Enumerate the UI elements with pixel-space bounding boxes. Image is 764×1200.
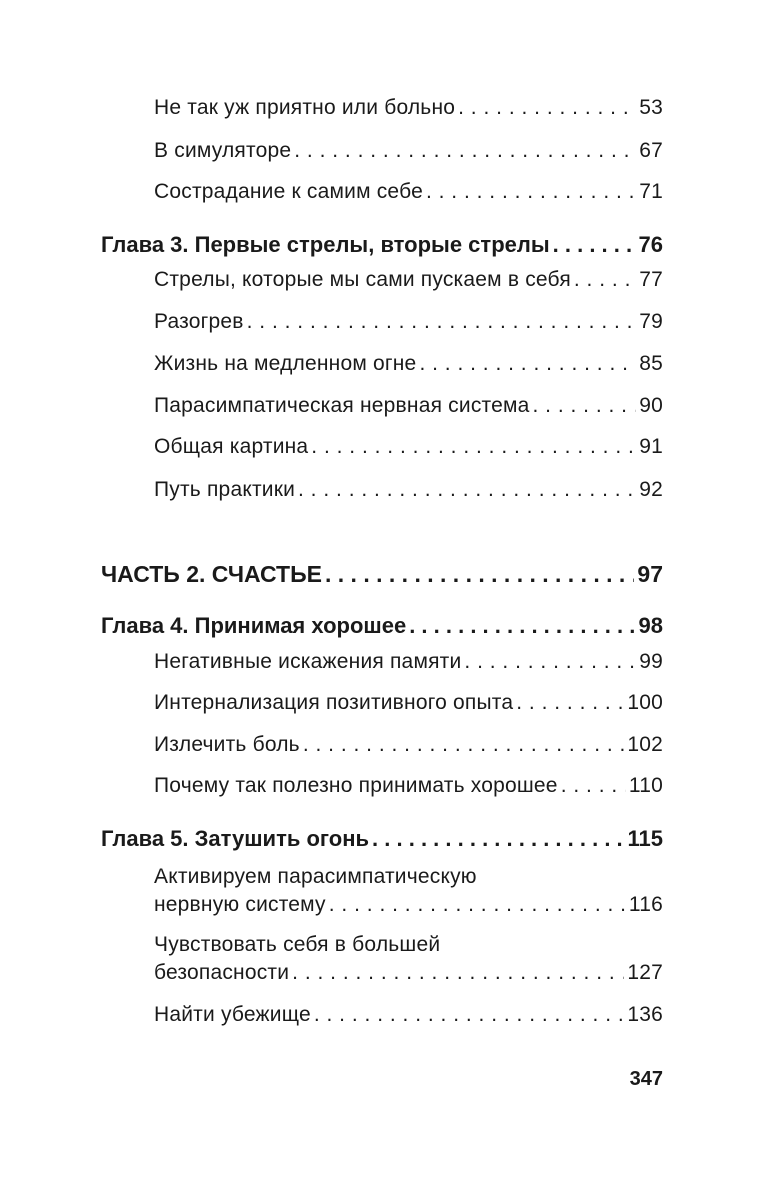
toc-entry-page: 102 [627,733,663,756]
toc-leader-dots [372,826,624,852]
toc-entry-page: 116 [628,893,663,916]
toc-entry [154,691,663,715]
toc-leader-dots [533,394,637,418]
toc-entry [154,733,663,757]
toc-entry-page: 91 [639,435,663,458]
toc-leader-dots [419,352,636,376]
toc-leader-dots [303,733,625,757]
toc-entry-title: В симуляторе [154,139,292,162]
toc-entry [154,268,663,292]
toc-entry [154,310,663,334]
toc-entry-title: Парасимпатическая нервная система [154,394,530,417]
toc-entry [154,1003,663,1027]
toc-entry-page: 100 [627,691,663,714]
toc-entry-title: Сострадание к самим себе [154,180,423,203]
toc-entry-title: Найти убежище [154,1003,311,1026]
toc-chapter-entry [101,613,663,639]
toc-leader-dots [574,268,636,292]
toc-entry-title-line2: безопасности [154,961,290,984]
toc-entry [154,139,663,163]
toc-entry [154,180,663,204]
toc-leader-dots [409,613,635,639]
toc-leader-dots [561,774,626,798]
toc-entry-title: Негативные искажения памяти [154,650,462,673]
toc-leader-dots [426,180,636,204]
toc-entry-title-line1: Активируем парасимпатическую [154,865,477,888]
page-number: 347 [629,1068,663,1090]
toc-entry [154,435,663,459]
toc-leader-dots [553,232,636,258]
toc-leader-dots [464,650,636,674]
toc-entry-page: 136 [627,1003,663,1026]
toc-entry-title: Почему так полезно принимать хорошее [154,774,558,797]
toc-entry [154,352,663,376]
toc-entry-title: Разогрев [154,310,244,333]
toc-leader-dots [247,310,637,334]
toc-entry [154,961,663,985]
toc-entry-page: 79 [639,310,663,333]
toc-entry-title: Путь практики [154,478,296,501]
toc-entry [154,478,663,502]
toc-entry-page: 77 [639,268,663,291]
toc-part-title: ЧАСТЬ 2. СЧАСТЬЕ [101,561,322,587]
toc-entry-page: 67 [639,139,663,162]
toc-entry-title: Не так уж приятно или больно [154,96,456,119]
toc-entry-page: 99 [639,650,663,673]
toc-entry-title: Стрелы, которые мы сами пускаем в себя [154,268,571,291]
toc-leader-dots [311,435,636,459]
toc-leader-dots [314,1003,625,1027]
toc-entry [154,650,663,674]
toc-entry-page: 127 [627,961,663,984]
toc-entry [154,394,663,418]
toc-entry-page: 71 [639,180,663,203]
toc-entry [154,96,663,120]
toc-chapter-title: Глава 3. Первые стрелы, вторые стрелы [101,232,550,257]
toc-chapter-entry [101,826,663,852]
toc-chapter-page: 98 [638,613,663,638]
toc-leader-dots [325,561,634,588]
toc-entry-page: 90 [639,394,663,417]
toc-entry-title-line1: Чувствовать себя в большей [154,933,441,956]
toc-leader-dots [458,96,636,120]
toc-entry-title: Жизнь на медленном огне [154,352,417,375]
toc-entry-title: Общая картина [154,435,309,458]
toc-leader-dots [292,961,624,985]
toc-entry-page: 53 [639,96,663,119]
toc-leader-dots [516,691,624,715]
toc-entry-page: 85 [639,352,663,375]
toc-chapter-title: Глава 5. Затушить огонь [101,826,370,851]
toc-part-page: 97 [637,561,663,587]
toc-leader-dots [294,139,636,163]
toc-entry [154,893,663,917]
toc-leader-dots [329,893,626,917]
toc-entry-page: 92 [639,478,663,501]
toc-leader-dots [298,478,636,502]
toc-entry-page: 110 [628,774,663,797]
toc-chapter-title: Глава 4. Принимая хорошее [101,613,407,638]
toc-chapter-page: 76 [638,232,663,257]
toc-chapter-entry [101,232,663,258]
toc-chapter-page: 115 [627,826,663,851]
toc-entry-title: Излечить боль [154,733,300,756]
toc-entry-title-line2: нервную систему [154,893,326,916]
toc-entry [154,774,663,798]
toc-part-entry [101,561,663,588]
toc-entry-title: Интернализация позитивного опыта [154,691,514,714]
